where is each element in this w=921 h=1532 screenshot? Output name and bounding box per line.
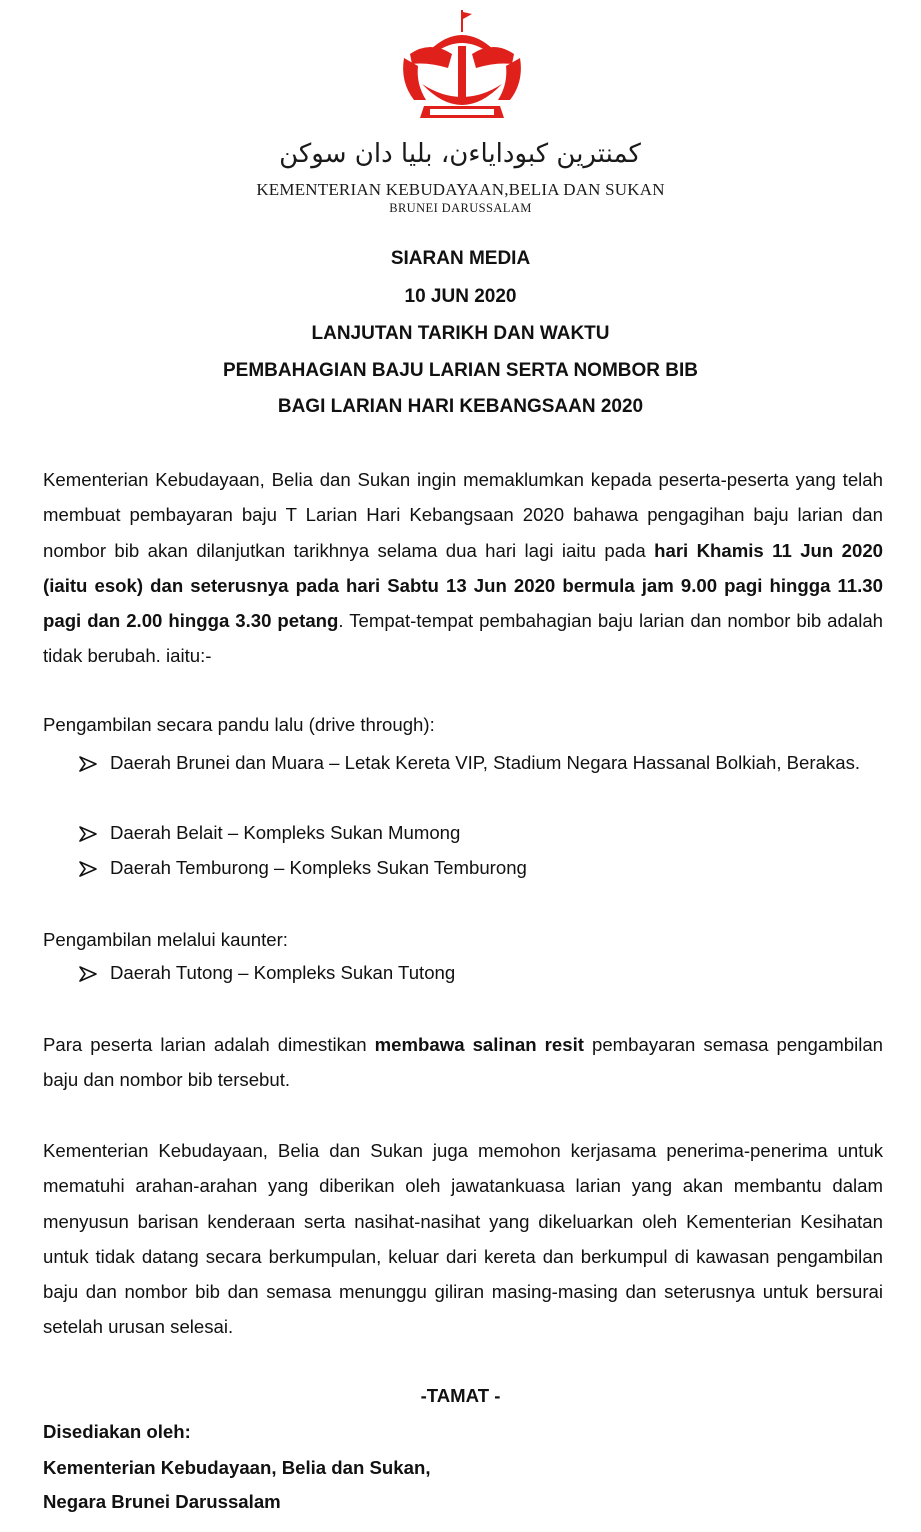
receipt-bold: membawa salinan resit (374, 1034, 584, 1055)
end-marker: -TAMAT - (420, 1385, 501, 1406)
drive-through-label: Pengambilan secara pandu lalu (drive through): (43, 714, 435, 735)
receipt-paragraph (43, 1027, 883, 1098)
intro-text: Kementerian Kebudayaan, Belia dan Sukan ingin memaklumkan kepada peserta-peserta yang telah membuat pembayaran baju T Larian Hari Kebangsaan 2020 bahawa pengagihan baju larian dan nombor bib akan dilanjutkan tarikhnya selama dua hari lagi iaitu pada (43, 469, 883, 561)
ministry-country: BRUNEI DARUSSALAM (389, 201, 532, 215)
list-item: Daerah Tutong – Kompleks Sukan Tutong (110, 962, 456, 983)
counter-label: Pengambilan melalui kaunter: (43, 929, 288, 950)
intro-dates-bold: hari Khamis 11 Jun 2020 (iaitu esok) dan seterusnya pada hari Sabtu 13 Jun 2020 bermula jam 9.00 pagi hingga 11.30 pagi dan 2.00 hingga 3.30 petang (43, 539, 883, 632)
doc-title-line-2: PEMBAHAGIAN BAJU LARIAN SERTA NOMBOR BIB (223, 360, 698, 381)
doc-title-line-3: BAGI LARIAN HARI KEBANGSAAN 2020 (277, 396, 644, 417)
arrowhead-bullet-icon (78, 824, 100, 844)
prepared-by-label: Disediakan oleh: (43, 1421, 191, 1442)
arrowhead-bullet-icon (78, 754, 100, 774)
intro-text-end: . Tempat-tempat pembahagian baju larian dan nombor bib adalah tidak berubah. iaitu:- (43, 610, 884, 667)
arrowhead-bullet-icon (78, 964, 100, 984)
ministry-jawi-name (279, 128, 641, 176)
prepared-by-org: Kementerian Kebudayaan, Belia dan Sukan, (43, 1457, 431, 1478)
list-item: Daerah Temburong – Kompleks Sukan Temburong (110, 857, 527, 878)
ministry-name: KEMENTERIAN KEBUDAYAAN,BELIA DAN SUKAN (256, 180, 665, 199)
arrowhead-bullet-icon (78, 859, 100, 879)
cooperation-paragraph: Kementerian Kebudayaan, Belia dan Sukan juga memohon kerjasama penerima-penerima untuk mematuhi arahan-arahan yang diberikan oleh jawatankuasa larian yang akan membantu dalam menyusun barisan kenderaan serta nasihat-nasihat yang dikeluarkan oleh Kementerian Kesihatan untuk tidak datang secara berkumpulan, keluar dari kereta dan berkumpul di kawasan pengambilan baju dan nombor bib dan semasa menunggu giliran masing-masing dan seterusnya untuk bersurai setelah urusan selesai. (43, 1140, 883, 1338)
receipt-text-end: pembayaran semasa pengambilan baju dan nombor bib tersebut. (43, 1034, 884, 1091)
jawi-calligraphy-icon (279, 128, 641, 176)
list-item: Daerah Belait – Kompleks Sukan Mumong (110, 822, 461, 843)
receipt-text: Para peserta larian adalah dimestikan (43, 1034, 375, 1055)
doc-date: 10 JUN 2020 (404, 286, 517, 307)
doc-title-line-1: LANJUTAN TARIKH DAN WAKTU (311, 323, 610, 344)
brunei-crest-icon (400, 10, 524, 122)
doc-type-heading: SIARAN MEDIA (390, 248, 531, 269)
intro-paragraph (43, 462, 883, 674)
svg-text:كمنترين كبوداياءن، بليا دان سو: كمنترين كبوداياءن، بليا دان سوكن (279, 139, 641, 169)
list-item: Daerah Brunei dan Muara – Letak Kereta VIP, Stadium Negara Hassanal Bolkiah, Berakas. (110, 752, 861, 773)
prepared-by-country: Negara Brunei Darussalam (43, 1491, 281, 1512)
